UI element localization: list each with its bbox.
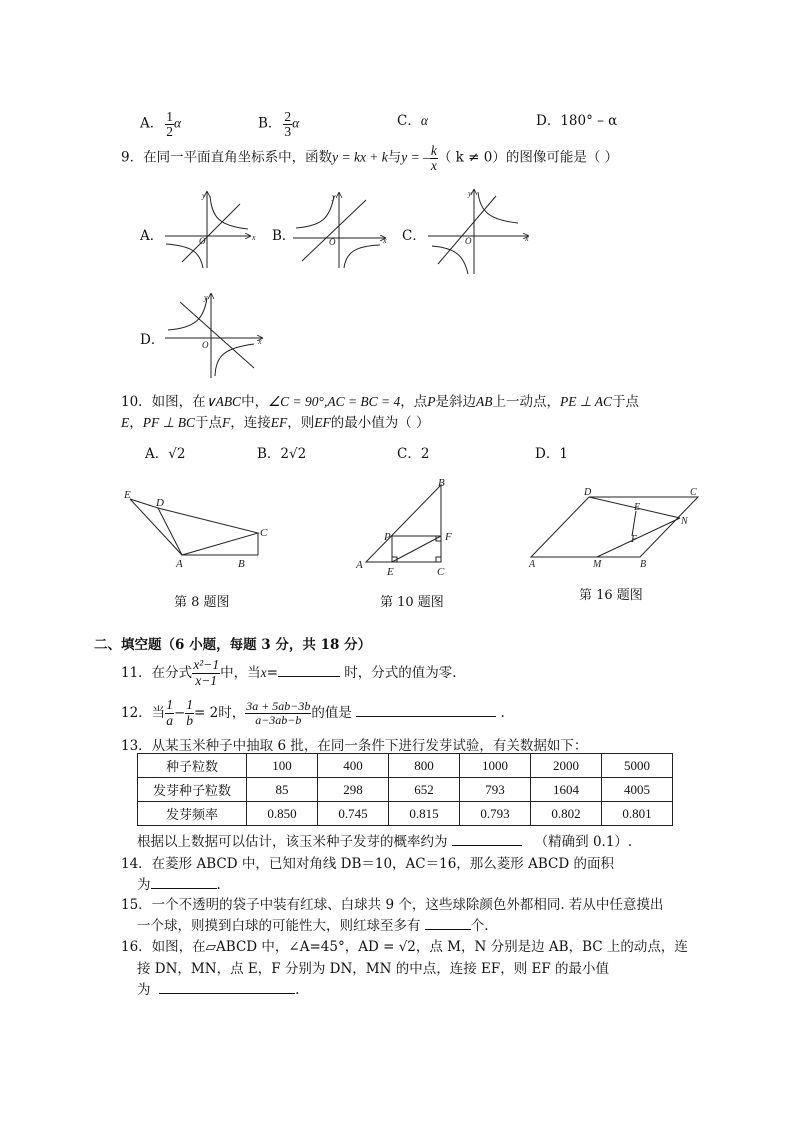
operator: − xyxy=(173,705,186,721)
condition: （ k ≠ 0） xyxy=(437,149,506,166)
table-cell: 发芽频率 xyxy=(138,802,247,826)
stem-text: 个. xyxy=(470,918,489,934)
origin-label: O xyxy=(202,340,209,350)
formula: AB xyxy=(476,394,493,409)
option-label: B． xyxy=(257,446,281,462)
point-label: A xyxy=(356,559,363,571)
q9-option-b-label: B． xyxy=(272,228,296,244)
stem-text: . xyxy=(216,877,221,893)
formula: PE ⊥ AC xyxy=(560,394,613,409)
option-label: C． xyxy=(397,446,421,462)
q15-line2 xyxy=(137,914,489,934)
table-row xyxy=(138,754,673,778)
table-cell: 0.802 xyxy=(531,802,602,826)
point-label: N xyxy=(681,516,688,527)
stem-text: 时，分式的值为零. xyxy=(344,665,457,681)
stem-text: 的图像可能是（ ） xyxy=(505,149,619,166)
stem-text: 12．当 xyxy=(121,705,166,721)
option-label: D． xyxy=(535,446,560,462)
figure-10 xyxy=(355,477,452,578)
option-text: 180° – α xyxy=(560,113,618,129)
q16-line1: 16．如图，在▱ABCD 中，∠A=45°，AD = √2，点 M，N 分别是边 AB，BC 上的动点，连 xyxy=(121,939,688,955)
stem-text: . xyxy=(295,982,300,998)
point-label: A xyxy=(529,559,536,570)
table-cell: 2000 xyxy=(531,754,602,778)
axis-x-label: x xyxy=(258,337,262,346)
formula: E xyxy=(121,415,130,430)
denominator: 3 xyxy=(284,123,292,139)
stem-text: 上一动点， xyxy=(492,394,561,410)
stem-text: 根据以上数据可以估计，该玉米种子发芽的概率约为 xyxy=(137,834,448,850)
fraction xyxy=(165,698,174,729)
variable: x xyxy=(260,665,267,680)
table-cell: 85 xyxy=(247,778,318,802)
q14-line1: 14．在菱形 ABCD 中，已知对角线 DB＝10，AC＝16，那么菱形 ABCD 的面积 xyxy=(121,856,614,872)
denominator: b xyxy=(186,713,193,728)
point-label: E xyxy=(124,489,131,501)
numerator: 1 xyxy=(186,697,193,713)
table-cell: 1000 xyxy=(460,754,531,778)
table-cell: 652 xyxy=(389,778,460,802)
option-label: A． xyxy=(145,446,169,462)
table-cell: 0.815 xyxy=(389,802,460,826)
fraction xyxy=(185,698,194,729)
table-cell: 298 xyxy=(318,778,389,802)
origin-label: O xyxy=(199,236,206,246)
stem-text: . xyxy=(500,705,505,721)
stem-text: 为 xyxy=(137,877,151,893)
answer-blank[interactable] xyxy=(151,888,217,889)
axis-x-label: x xyxy=(383,236,387,245)
answer-blank[interactable] xyxy=(278,676,340,677)
formula: P xyxy=(427,394,436,409)
section-2-title: 二、填空题（6 小题，每题 3 分，共 18 分） xyxy=(94,637,372,653)
stem-text: 的最小值为（ ） xyxy=(330,415,430,431)
table-cell: 100 xyxy=(247,754,318,778)
denominator: 2 xyxy=(166,123,173,139)
stem-text: 于点 xyxy=(195,415,223,431)
formula: ∨ABC xyxy=(205,394,242,409)
axis-y-label: y xyxy=(332,192,336,201)
figure-16-caption: 第 16 题图 xyxy=(579,588,643,603)
point-label: E xyxy=(634,502,641,513)
numerator: 2 xyxy=(284,109,292,124)
stem-text: 在同一平面直角坐标系中，函数 xyxy=(143,149,333,166)
stem-text: 与 xyxy=(387,149,402,166)
numerator: k xyxy=(430,143,437,158)
figure-10-caption: 第 10 题图 xyxy=(380,595,444,610)
question-number: 9． xyxy=(121,149,144,166)
stem-text: ，则 xyxy=(287,415,315,431)
point-label: A xyxy=(176,558,183,570)
axis-y-label: y xyxy=(204,293,208,302)
q9-option-d-label: D． xyxy=(140,332,165,348)
axis-x-label: x xyxy=(525,234,529,243)
answer-blank[interactable] xyxy=(159,993,295,994)
answer-blank[interactable] xyxy=(452,845,522,846)
stem-text: 11．在分式 xyxy=(121,665,193,681)
denominator: a−3ab−b xyxy=(255,713,302,727)
table-cell: 发芽种子粒数 xyxy=(138,778,247,802)
stem-text: 是斜边 xyxy=(435,394,477,410)
stem-text: 时， xyxy=(218,705,246,721)
numerator: 3a + 5ab−3b xyxy=(246,698,311,713)
axis-y-label: y xyxy=(468,189,472,198)
q9-option-c-label: C． xyxy=(402,228,426,244)
fraction xyxy=(192,658,220,689)
germination-table xyxy=(137,753,673,826)
point-label: M xyxy=(593,559,602,570)
point-label: B xyxy=(640,559,647,570)
stem-text: 中， xyxy=(241,394,269,410)
variable: α xyxy=(174,115,182,131)
point-label: C xyxy=(437,566,445,578)
stem-text: 中，当 xyxy=(220,665,261,681)
option-text: 2√2 xyxy=(280,446,307,462)
table-cell: 0.793 xyxy=(460,802,531,826)
point-label: E xyxy=(387,566,394,578)
table-cell: 793 xyxy=(460,778,531,802)
axis-y-label: y xyxy=(202,191,206,200)
fraction xyxy=(245,700,311,727)
equals: = 2 xyxy=(194,705,219,721)
table-cell: 5000 xyxy=(602,754,673,778)
denominator: x−1 xyxy=(195,673,218,688)
option-label: C． xyxy=(397,113,421,129)
q11 xyxy=(121,657,457,689)
formula: EF xyxy=(314,415,331,430)
option-label: D． xyxy=(536,113,561,129)
table-cell: 0.745 xyxy=(318,802,389,826)
formula: y = – xyxy=(401,149,430,165)
option-text: 2 xyxy=(420,446,430,462)
option-text: √2 xyxy=(168,446,186,462)
origin-label: O xyxy=(465,236,472,246)
axis-x-label: x xyxy=(252,233,256,242)
table-cell: 0.801 xyxy=(602,802,673,826)
figure-8 xyxy=(123,489,268,570)
point-label: F xyxy=(445,531,452,543)
point-label: B xyxy=(438,477,445,489)
point-label: C xyxy=(690,487,697,498)
equals: = xyxy=(266,665,278,681)
denominator: x xyxy=(430,157,437,173)
point-label: D xyxy=(584,487,592,498)
formula: ∠C = 90°,AC = BC = 4 xyxy=(268,394,401,409)
table-cell: 800 xyxy=(389,754,460,778)
stem-text: ，连接 xyxy=(230,415,271,431)
numerator: 1 xyxy=(166,109,173,124)
point-label: F xyxy=(631,534,638,545)
point-label: P xyxy=(384,531,391,543)
point-label: C xyxy=(260,527,268,539)
q15-line1: 15．一个不透明的袋子中装有红球、白球共 9 个，这些球除颜色外都相同. 若从中任意摸出 xyxy=(121,897,664,913)
numerator: 1 xyxy=(166,697,173,713)
table-cell: 0.850 xyxy=(247,802,318,826)
formula: y = kx + k xyxy=(332,149,388,165)
stem-text: （精确到 0.1）. xyxy=(534,834,633,850)
figure-8-caption: 第 8 题图 xyxy=(174,595,230,610)
figure-16 xyxy=(528,487,698,570)
q13-followup xyxy=(137,830,632,850)
table-cell: 种子粒数 xyxy=(138,754,247,778)
q14-line2 xyxy=(137,873,221,893)
q9-option-a-label: A． xyxy=(140,228,164,244)
option-label: A． xyxy=(140,115,164,132)
table-cell: 1604 xyxy=(531,778,602,802)
stem-text: ， xyxy=(129,415,143,431)
formula: EF xyxy=(270,415,288,430)
stem-text: 一个球，则摸到白球的可能性大，则红球至多有 xyxy=(137,918,421,934)
numerator: x²−1 xyxy=(193,657,220,673)
q13-stem: 13．从某玉米种子中抽取 6 批，在同一条件下进行发芽试验，有关数据如下： xyxy=(121,738,588,754)
q12 xyxy=(121,696,505,730)
option-text: 1 xyxy=(559,446,568,462)
table-cell: 4005 xyxy=(602,778,673,802)
answer-blank[interactable] xyxy=(425,929,471,930)
stem-text: 为 xyxy=(137,982,151,998)
stem-text: 于点 xyxy=(612,394,640,410)
formula: PF ⊥ BC xyxy=(142,415,196,430)
variable: α xyxy=(420,113,428,128)
stem-text: 的值是 xyxy=(311,705,352,721)
formula: F xyxy=(222,415,231,430)
point-label: D xyxy=(156,497,164,509)
option-label: B． xyxy=(258,115,282,132)
origin-label: O xyxy=(329,237,336,247)
denominator: a xyxy=(166,713,173,728)
stem-text: ，点 xyxy=(400,394,428,410)
table-row xyxy=(138,802,673,826)
answer-blank[interactable] xyxy=(356,716,496,717)
point-label: B xyxy=(238,558,245,570)
q16-line2: 接 DN，MN，点 E，F 分别为 DN，MN 的中点，连接 EF，则 EF 的最小值 xyxy=(137,961,610,977)
variable: α xyxy=(292,115,300,131)
q16-line3 xyxy=(137,978,299,998)
table-cell: 400 xyxy=(318,754,389,778)
stem-text: 10．如图，在 xyxy=(121,394,206,410)
table-row xyxy=(138,778,673,802)
